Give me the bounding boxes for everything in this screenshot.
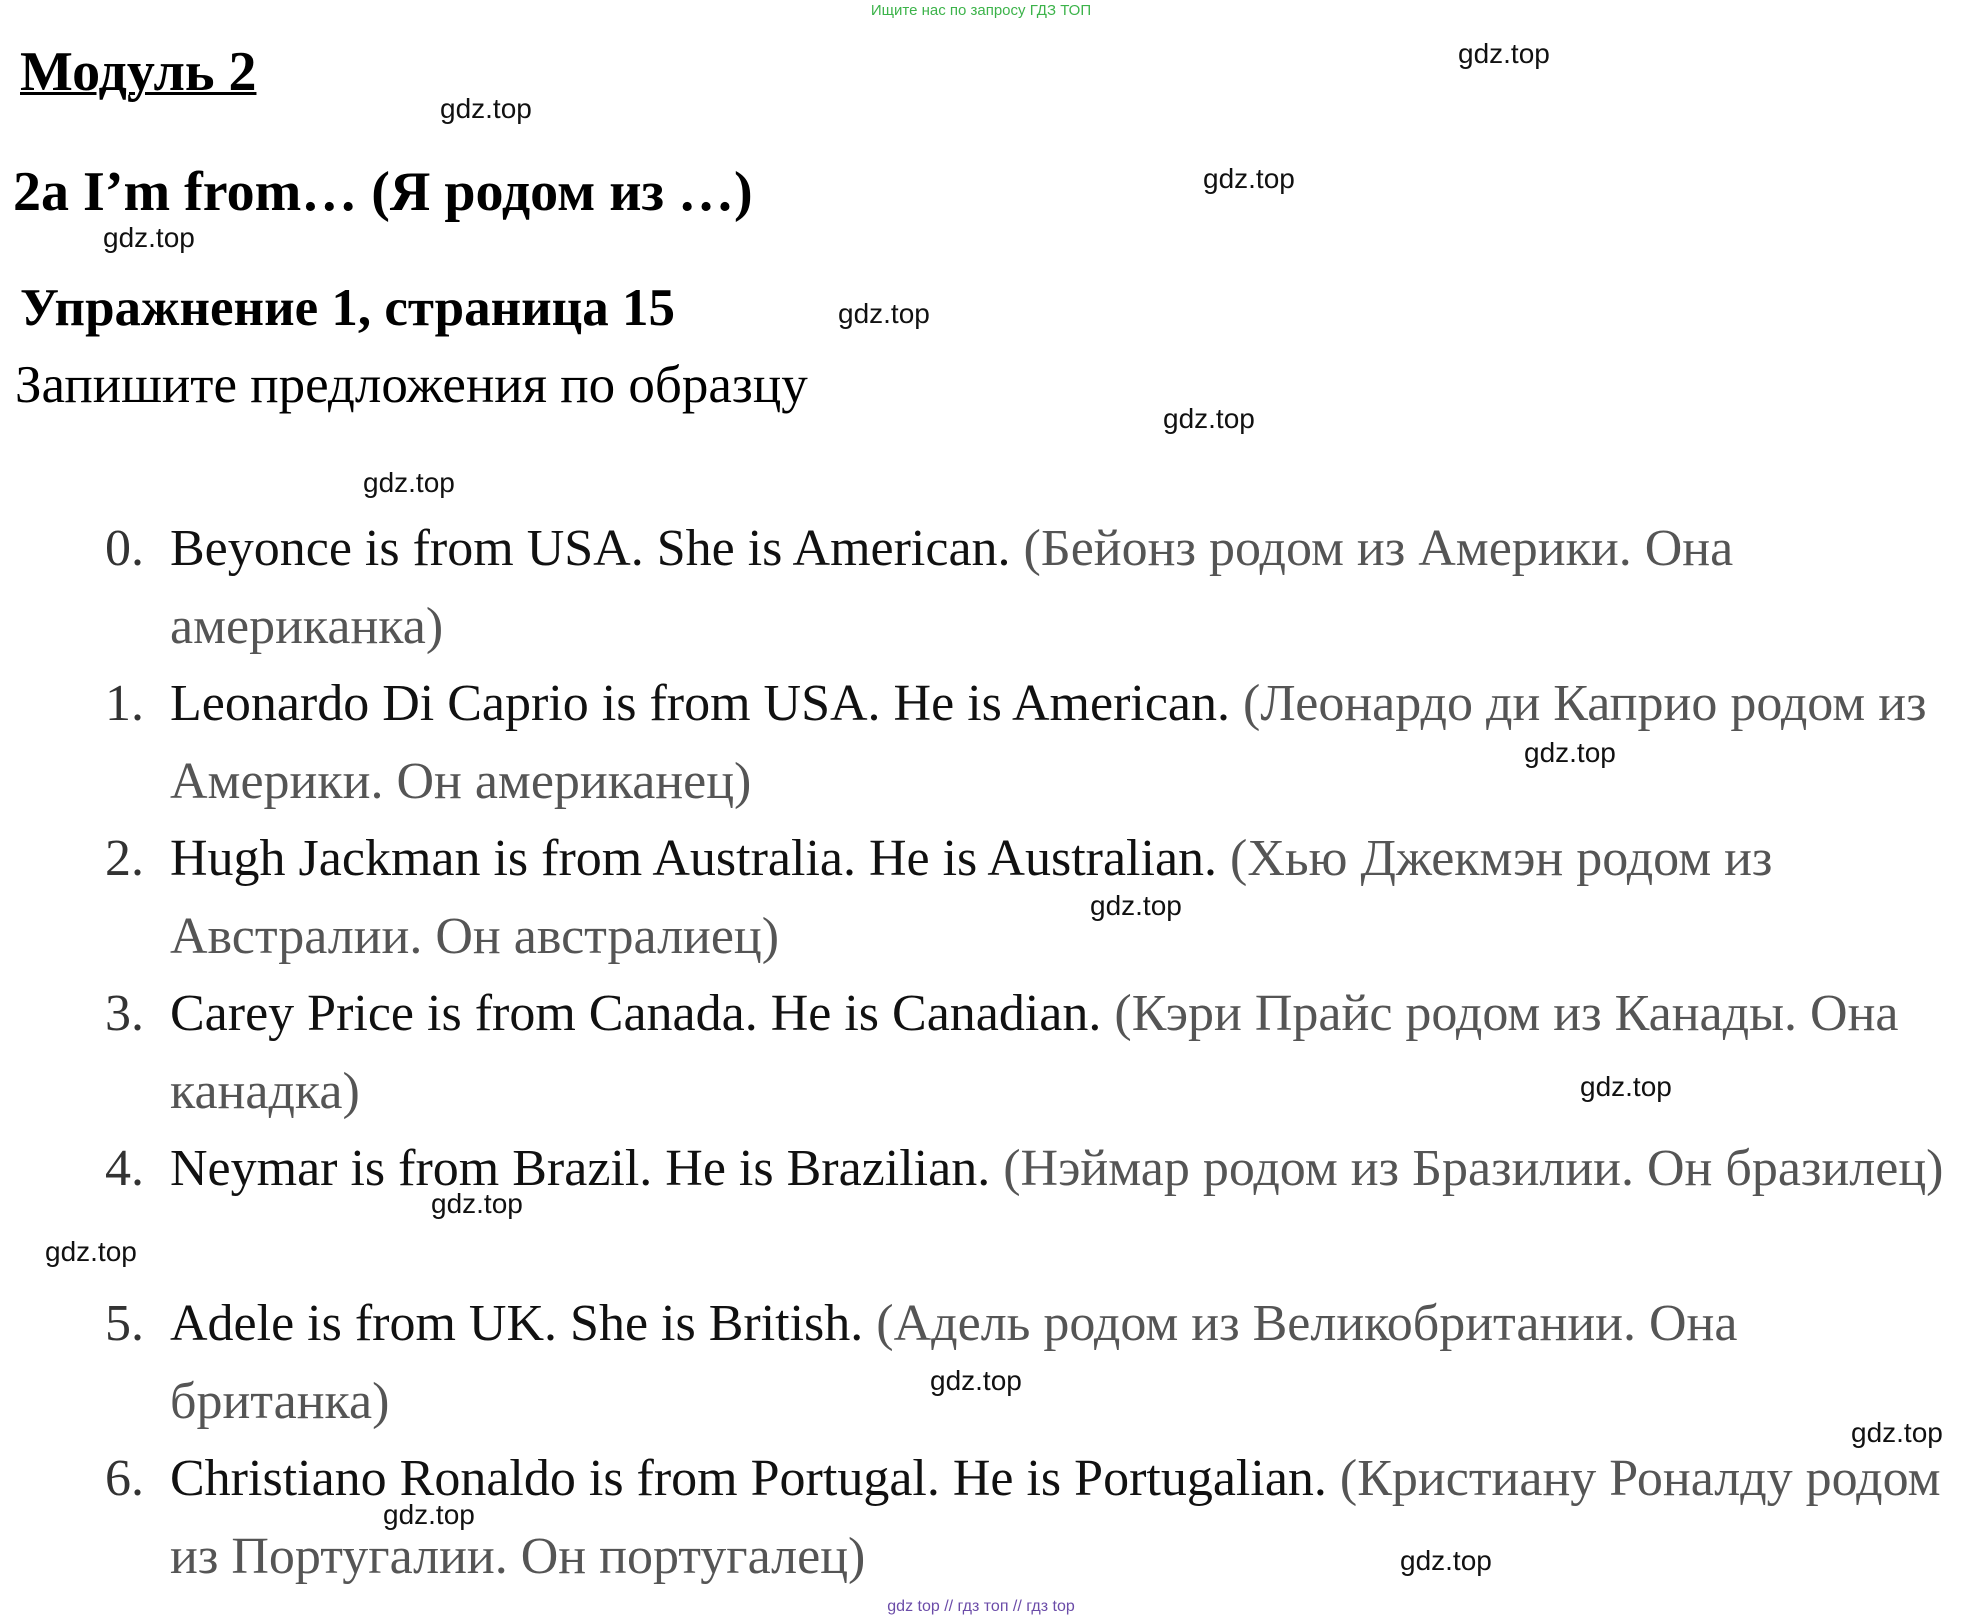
- answer-list: [0, 500, 1962, 1585]
- watermark: gdz.top: [1400, 1545, 1492, 1576]
- answer-english: Carey Price is from Canada. He is Canadian.: [170, 985, 1102, 1042]
- watermark: gdz.top: [1090, 890, 1182, 921]
- answer-english: Leonardo Di Caprio is from USA. He is American.: [170, 675, 1231, 732]
- answer-number: 1.: [105, 675, 144, 732]
- answer-text: [170, 975, 1950, 1131]
- answer-item: [0, 1275, 1962, 1430]
- answer-russian: (Хью Джекмэн родом из Австралии. Он австралиец): [170, 830, 1773, 965]
- answer-english: Adele is from UK. She is British.: [170, 1295, 864, 1352]
- answer-russian: (Кристиану Роналду родом из Португалии. Он португалец): [170, 1450, 1941, 1585]
- lesson-title: 2a I’m from… (Я родом из …): [13, 161, 753, 223]
- answer-number: 0.: [105, 520, 144, 577]
- answer-russian: (Бейонз родом из Америки. Она американка): [170, 520, 1734, 655]
- answer-english: Neymar is from Brazil. He is Brazilian.: [170, 1140, 991, 1197]
- watermark: gdz.top: [930, 1365, 1022, 1396]
- answer-english: Christiano Ronaldo is from Portugal. He is Portugalian.: [170, 1450, 1327, 1507]
- answer-russian: (Адель родом из Великобритании. Она британка): [170, 1295, 1738, 1430]
- watermark: gdz.top: [45, 1236, 137, 1267]
- answer-text: [170, 510, 1950, 666]
- answer-number: 3.: [105, 985, 144, 1042]
- exercise-title: Упражнение 1, страница 15: [20, 279, 675, 337]
- watermark: gdz.top: [440, 93, 532, 124]
- watermark: gdz.top: [1580, 1071, 1672, 1102]
- answer-number: 6.: [105, 1450, 144, 1507]
- footer-watermark: gdz top // гдз топ // гдз top: [887, 1598, 1075, 1615]
- watermark: gdz.top: [1458, 38, 1550, 69]
- answer-english: Hugh Jackman is from Australia. He is Australian.: [170, 830, 1218, 887]
- watermark: gdz.top: [1851, 1417, 1943, 1448]
- top-banner: Ищите нас по запросу ГДЗ ТОП: [870, 2, 1092, 19]
- answer-item: [0, 655, 1962, 810]
- answer-text: [170, 665, 1950, 821]
- watermark: gdz.top: [383, 1499, 475, 1530]
- watermark: gdz.top: [363, 467, 455, 498]
- answer-item: [0, 500, 1962, 655]
- watermark: gdz.top: [431, 1188, 523, 1219]
- instructions: Запишите предложения по образцу: [15, 356, 808, 414]
- watermark: gdz.top: [1203, 163, 1295, 194]
- answer-russian: (Леонардо ди Каприо родом из Америки. Он американец): [170, 675, 1927, 810]
- answer-english: Beyonce is from USA. She is American.: [170, 520, 1011, 577]
- module-title: Модуль 2: [20, 41, 257, 103]
- watermark: gdz.top: [1524, 737, 1616, 768]
- answer-number: 2.: [105, 830, 144, 887]
- answer-russian: (Нэймар родом из Бразилии. Он бразилец): [1003, 1140, 1944, 1197]
- watermark: gdz.top: [838, 298, 930, 329]
- answer-item: [0, 1430, 1962, 1585]
- answer-number: 5.: [105, 1295, 144, 1352]
- watermark: gdz.top: [1163, 403, 1255, 434]
- answer-item: [0, 1120, 1962, 1275]
- answer-text: [170, 1285, 1950, 1441]
- answer-russian: (Кэри Прайс родом из Канады. Она канадка): [170, 985, 1899, 1120]
- answer-item: [0, 810, 1962, 965]
- answer-text: [170, 820, 1950, 976]
- watermark: gdz.top: [103, 222, 195, 253]
- answer-number: 4.: [105, 1140, 144, 1197]
